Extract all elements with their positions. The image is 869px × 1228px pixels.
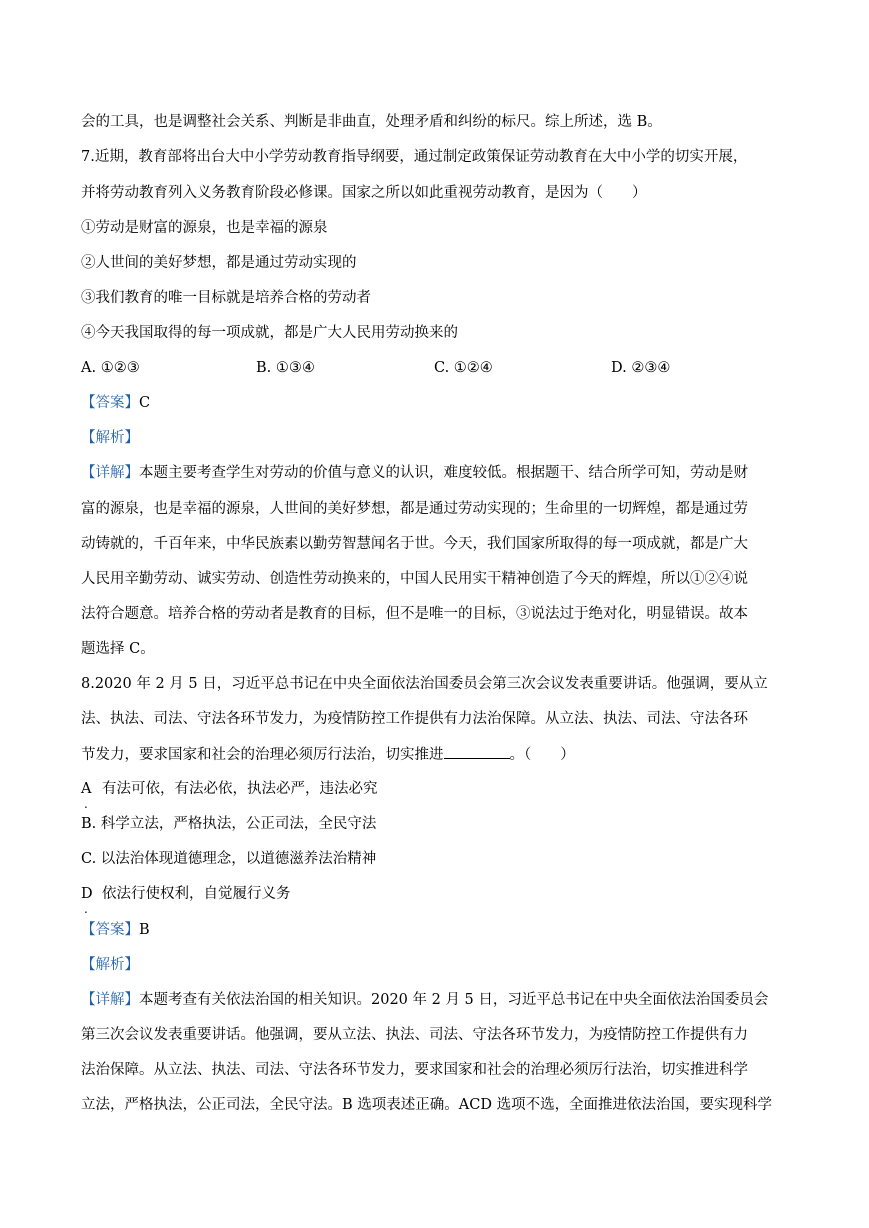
text-line: 会的工具，也是调整社会关系、判断是非曲直，处理矛盾和纠纷的标尺。综上所述，选 B。	[81, 114, 662, 130]
detail-line	[81, 463, 748, 483]
answer-line	[81, 393, 150, 413]
option-d: 依法行使权利，自觉履行义务	[102, 886, 291, 902]
question-8-stem: 8.2020 年 2 月 5 日，习近平总书记在中央全面依法治国委员会第三次会议发表重要讲话。他强调，要从立	[81, 676, 768, 692]
option-c: C. 以法治体现道德理念，以道德滋养法治精神	[81, 851, 377, 867]
statement-2: ②人世间的美好梦想，都是通过劳动实现的	[81, 255, 357, 271]
detail-tag: 【详解】	[81, 465, 139, 481]
stem-text: 节发力，要求国家和社会的治理必须厉行法治，切实推进	[81, 747, 444, 763]
option-a: 有法可依，有法必依，执法必严，违法必究	[102, 781, 378, 797]
option-c: C. ①②④	[434, 360, 493, 376]
answer-value: C	[139, 395, 151, 411]
answer-tag: 【答案】	[81, 395, 139, 411]
detail-text: 立法，严格执法，公正司法，全民守法。B 选项表述正确。ACD 选项不选，全面推进依法治国，要实现科学	[81, 1097, 773, 1113]
question-7-stem: 7.近期，教育部将出台大中小学劳动教育指导纲要，通过制定政策保证劳动教育在大中小学的切实开展，	[81, 149, 748, 165]
detail-text: 第三次会议发表重要讲话。他强调，要从立法、执法、司法、守法各环节发力，为疫情防控工作提供有力	[81, 1027, 748, 1043]
statement-1: ①劳动是财富的源泉，也是幸福的源泉	[81, 220, 328, 236]
question-7-stem: 并将劳动教育列入义务教育阶段必修课。国家之所以如此重视劳动教育，是因为（ ）	[81, 185, 647, 201]
detail-text: 人民用辛勤劳动、诚实劳动、创造性劳动换来的，中国人民用实干精神创造了今天的辉煌，所以①②④说	[81, 571, 748, 587]
option-a-letter: A	[81, 781, 92, 797]
detail-text: 富的源泉，也是幸福的源泉，人世间的美好梦想，都是通过劳动实现的；生命里的一切辉煌，都是通过劳	[81, 501, 748, 517]
answer-tag: 【答案】	[81, 922, 139, 938]
statement-3: ③我们教育的唯一目标就是培养合格的劳动者	[81, 290, 371, 306]
option-d-letter: D	[81, 886, 93, 902]
option-dot: .	[84, 902, 88, 916]
option-b: B. 科学立法，严格执法，公正司法，全民守法	[81, 816, 377, 832]
detail-text: 题选择 C。	[81, 641, 155, 657]
detail-line	[81, 990, 768, 1010]
stem-text: 。（ ）	[509, 747, 575, 763]
detail-tag: 【详解】	[81, 992, 139, 1008]
analysis-tag: 【解析】	[81, 957, 139, 973]
answer-value: B	[139, 922, 150, 938]
detail-text: 动铸就的，千百年来，中华民族素以勤劳智慧闻名于世。今天，我们国家所取得的每一项成就，都是广大	[81, 536, 748, 552]
answer-line	[81, 920, 150, 940]
detail-text: 法符合题意。培养合格的劳动者是教育的目标，但不是唯一的目标，③说法过于绝对化，明显错误。故本	[81, 606, 748, 622]
option-a: A. ①②③	[81, 360, 140, 376]
question-8-stem: 法、执法、司法、守法各环节发力，为疫情防控工作提供有力法治保障。从立法、执法、司法、守法各环	[81, 711, 748, 727]
statement-4: ④今天我国取得的每一项成就，都是广大人民用劳动换来的	[81, 325, 458, 341]
analysis-tag: 【解析】	[81, 430, 139, 446]
question-8-stem	[81, 744, 575, 765]
option-dot: .	[84, 797, 88, 811]
detail-text: 法治保障。从立法、执法、司法、守法各环节发力，要求国家和社会的治理必须厉行法治，切实推进科学	[81, 1062, 748, 1078]
option-b: B. ①③④	[256, 360, 315, 376]
detail-text: 本题考查有关依法治国的相关知识。2020 年 2 月 5 日，习近平总书记在中央全面依法治国委员会	[139, 992, 769, 1008]
detail-text: 本题主要考查学生对劳动的价值与意义的认识，难度较低。根据题干、结合所学可知，劳动是财	[139, 465, 748, 481]
fill-blank	[444, 744, 510, 759]
option-d: D. ②③④	[611, 360, 671, 376]
